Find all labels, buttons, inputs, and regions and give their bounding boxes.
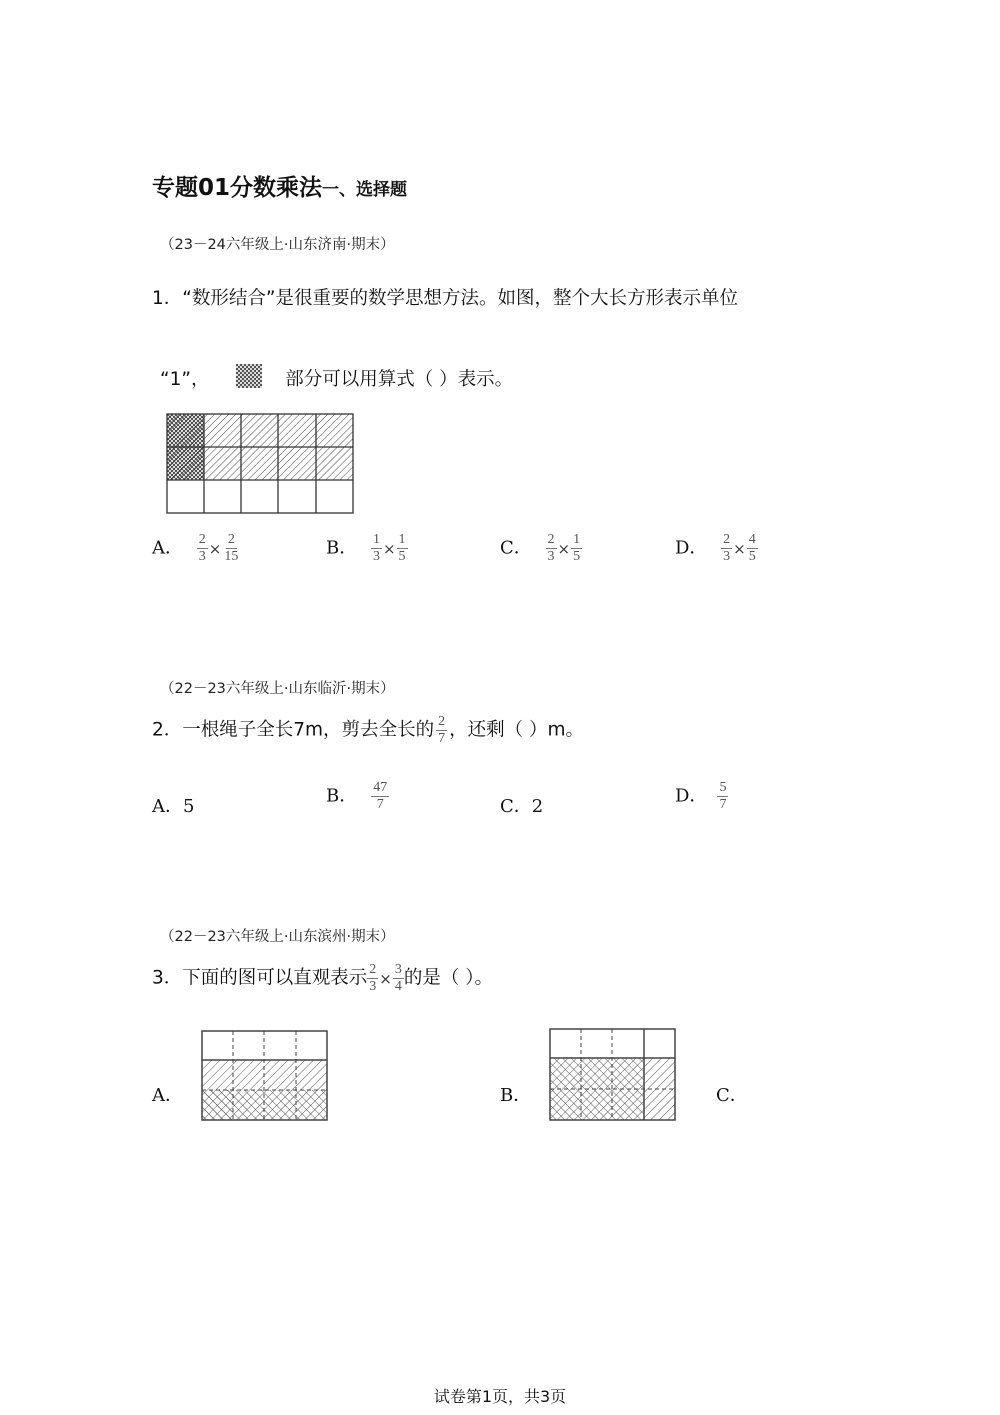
q2-option-a[interactable] <box>152 792 194 818</box>
q1-option-c[interactable] <box>500 532 582 565</box>
q1-option-b-frac2: $\frac{1}{5}$ <box>398 532 406 564</box>
page-title <box>152 169 407 202</box>
q1-source: （23－24六年级上·山东济南·期末） <box>160 237 395 253</box>
q1-option-d-frac1: $\frac{2}{3}$ <box>723 532 731 564</box>
q1-option-d-frac2: $\frac{4}{5}$ <box>748 532 756 564</box>
q3-option-b-diagram[interactable] <box>548 1027 678 1123</box>
q1-option-d-label: D． <box>675 537 708 559</box>
q3-frac2: $\frac{3}{4}$ <box>394 962 402 994</box>
q1-text-line2 <box>160 363 513 391</box>
q2-text-suffix: ，还剩（ ）m。 <box>449 719 584 741</box>
q1-option-a[interactable] <box>152 532 240 565</box>
title-text: 专题01分数乘法 <box>152 175 323 201</box>
q3-option-b-label[interactable]: B． <box>500 1085 532 1106</box>
q2-option-b-frac: $\frac{47}{7}$ <box>373 780 388 812</box>
q3-option-a-diagram[interactable] <box>200 1029 330 1123</box>
q3-option-a-label[interactable]: A． <box>152 1085 183 1106</box>
q2-text <box>152 714 584 747</box>
q1-option-d[interactable] <box>675 532 758 565</box>
q1-option-c-frac2: $\frac{1}{5}$ <box>573 532 581 564</box>
q2-option-c[interactable] <box>500 792 543 818</box>
q2-source: （22－23六年级上·山东临沂·期末） <box>160 681 395 697</box>
q2-option-c-label: C． <box>500 796 532 817</box>
q2-fraction: $\frac{2}{7}$ <box>438 714 446 746</box>
q1-option-a-frac1: $\frac{2}{3}$ <box>198 532 206 564</box>
times-sign: × <box>208 539 222 558</box>
q1-option-b[interactable] <box>326 532 408 565</box>
times-sign: × <box>379 969 392 988</box>
q1-text-line1: 1．“数形结合”是很重要的数学思想方法。如图，整个大长方形表示单位 <box>152 288 738 309</box>
times-sign: × <box>557 539 571 558</box>
q2-option-d-frac: $\frac{5}{7}$ <box>719 780 727 812</box>
page-footer: 试卷第1页，共3页 <box>433 1387 567 1406</box>
times-sign: × <box>733 539 746 558</box>
q2-option-a-label: A． <box>152 796 183 817</box>
q1-option-c-frac1: $\frac{2}{3}$ <box>547 532 555 564</box>
q2-option-d[interactable] <box>675 780 728 813</box>
q3-text-suffix: 的是（ ）。 <box>403 967 493 989</box>
q2-option-b-label: B． <box>326 785 358 807</box>
section-heading: 一、选择题 <box>322 180 408 200</box>
q1-rectangle-diagram <box>166 413 356 517</box>
q3-text-prefix: 3．下面的图可以直观表示 <box>152 967 368 989</box>
q1-option-b-frac1: $\frac{1}{3}$ <box>372 532 380 564</box>
q2-option-a-value: 5 <box>183 796 195 817</box>
q3-source: （22－23六年级上·山东滨州·期末） <box>160 929 395 945</box>
times-sign: × <box>382 539 396 558</box>
q1-text-line2-prefix: “1”， <box>160 369 210 390</box>
q2-option-d-label: D． <box>675 785 708 807</box>
q3-option-c-label[interactable]: C． <box>716 1085 748 1106</box>
crosshatch-swatch-icon <box>235 363 265 391</box>
q1-option-a-label: A． <box>152 537 183 559</box>
q3-frac1: $\frac{2}{3}$ <box>369 962 377 994</box>
q3-text <box>152 962 493 995</box>
q1-option-c-label: C． <box>500 537 532 559</box>
q1-option-b-label: B． <box>326 537 358 559</box>
q2-option-b[interactable] <box>326 780 389 813</box>
q1-option-a-frac2: $\frac{2}{15}$ <box>224 532 239 564</box>
q2-text-prefix: 2．一根绳子全长7m，剪去全长的 <box>152 719 435 741</box>
q2-option-c-value: 2 <box>531 796 544 817</box>
q1-text-line2-suffix: 部分可以用算式（ ）表示。 <box>285 369 514 390</box>
